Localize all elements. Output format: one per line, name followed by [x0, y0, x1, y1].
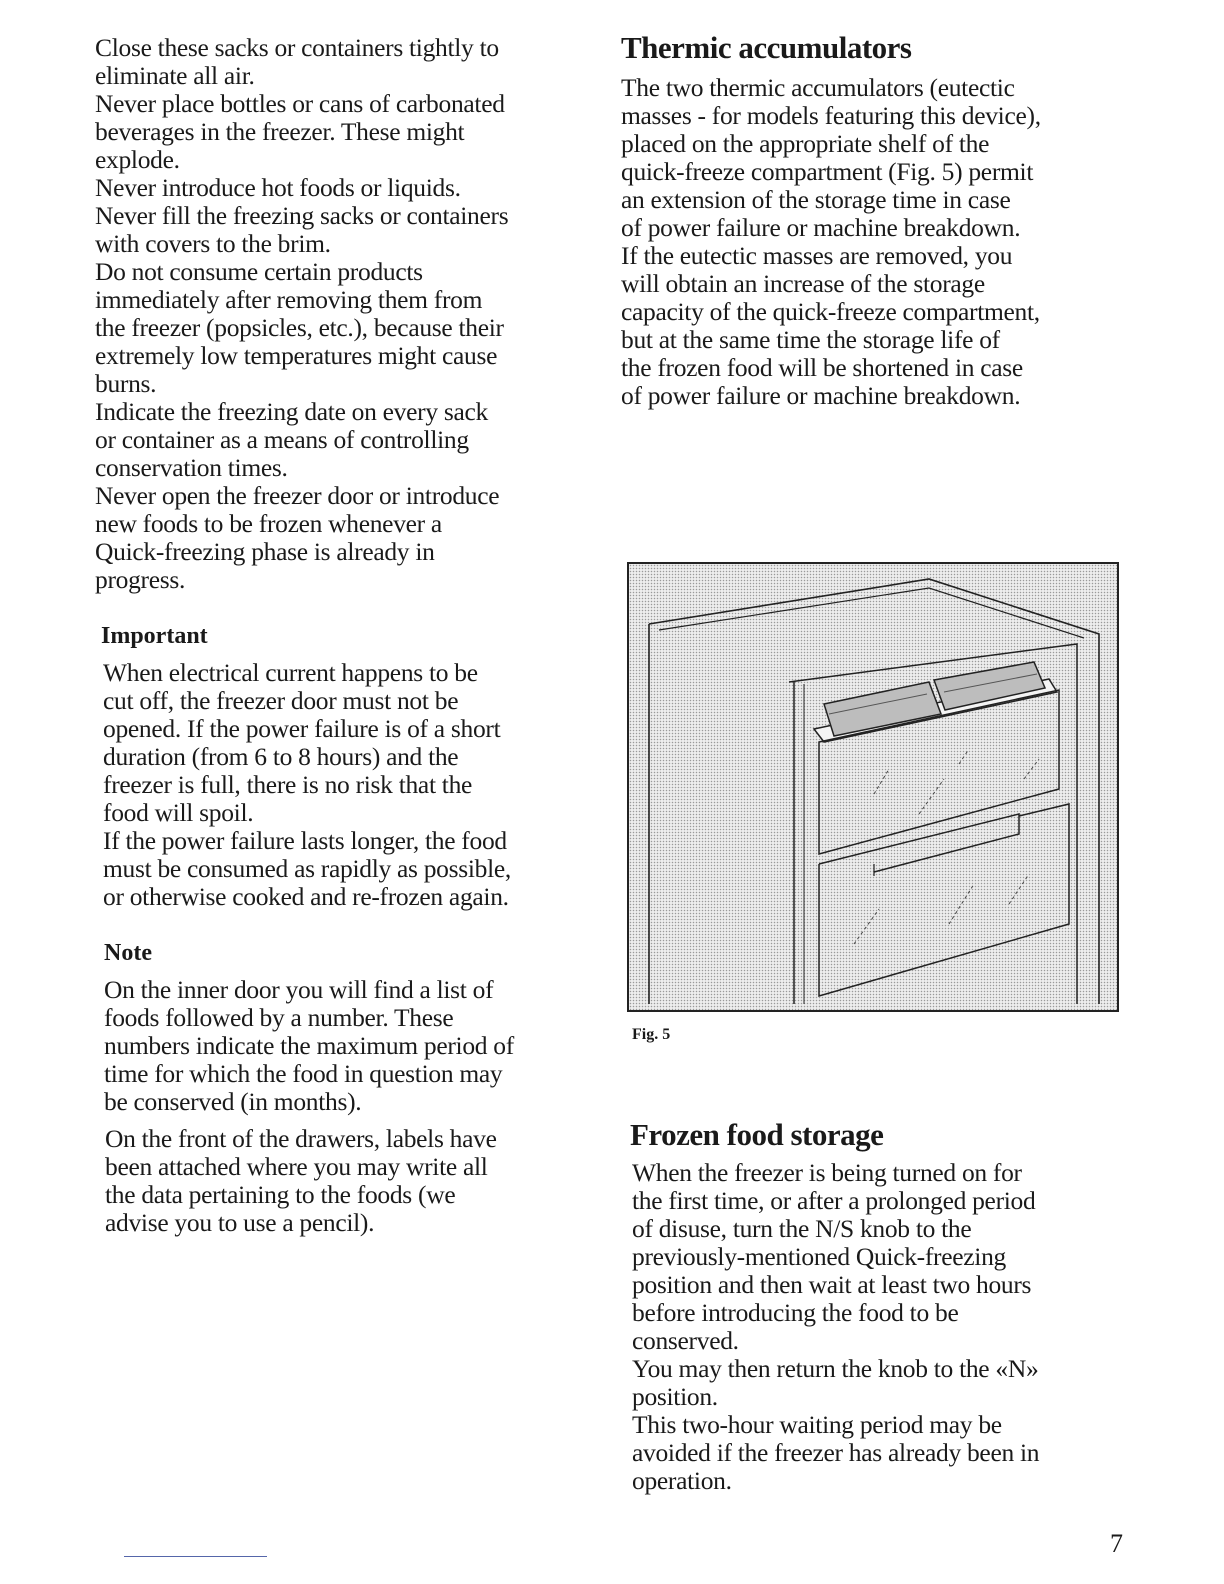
frozen-food-paragraph: When the freezer is being turned on for the first time, or after a prolonged period of disuse, turn the N/S knob to the previously-mentioned Quick-freezing position and then wait at least two hours before introducing the food to be conserved. You may then return the knob to the «N» position. This two-hour waiting period may be avoided if the freezer has already been in operation. — [632, 1158, 1040, 1495]
footer-rule — [124, 1556, 267, 1557]
note-heading: Note — [104, 940, 152, 966]
frozen-food-storage-heading: Frozen food storage — [630, 1117, 884, 1152]
note-paragraph-1: On the inner door you will find a list of foods followed by a number. These numbers indicate the maximum period of time for which the food in question may be conserved (in months). — [104, 975, 514, 1116]
thermic-accumulators-heading: Thermic accumulators — [621, 30, 912, 65]
freezer-drawers-illustration — [627, 562, 1119, 1012]
important-paragraph: When electrical current happens to be cut off, the freezer door must not be opened. If the power failure is of a short duration (from 6 to 8 hours) and the freezer is full, there is no risk that the food will spoil. If the power failure lasts longer, the food must be consumed as rapidly as possible, or otherwise cooked and re-frozen again. — [103, 658, 511, 911]
page-number: 7 — [1110, 1529, 1123, 1558]
thermic-paragraph: The two thermic accumulators (eutectic masses - for models featuring this device), placed on the appropriate shelf of the quick-freeze compartment (Fig. 5) permit an extension of the storage time in case of power failure or machine breakdown. If the eutectic masses are removed, you will obtain an increase of the storage capacity of the quick-freeze compartment, but at the same time the storage life of the frozen food will be shortened in case of power failure or machine breakdown. — [621, 73, 1041, 410]
figure-caption: Fig. 5 — [632, 1026, 671, 1043]
freezer-line-drawing — [629, 564, 1119, 1012]
important-heading: Important — [101, 623, 208, 649]
intro-paragraph: Close these sacks or containers tightly to eliminate all air. Never place bottles or cans of carbonated beverages in the freezer. These might explode. Never introduce hot foods or liquids. Never fill the freezing sacks or containers with covers to the brim. Do not consume certain products immediately after removing them from the freezer (popsicles, etc.), because their extremely low temperatures might cause burns. Indicate the freezing date on every sack or container as a means of controlling conservation times. Never open the freezer door or introduce new foods to be frozen whenever a Quick-freezing phase is already in progress. — [95, 33, 509, 594]
note-paragraph-2: On the front of the drawers, labels have been attached where you may write all the data pertaining to the foods (we advise you to use a pencil). — [105, 1124, 497, 1237]
